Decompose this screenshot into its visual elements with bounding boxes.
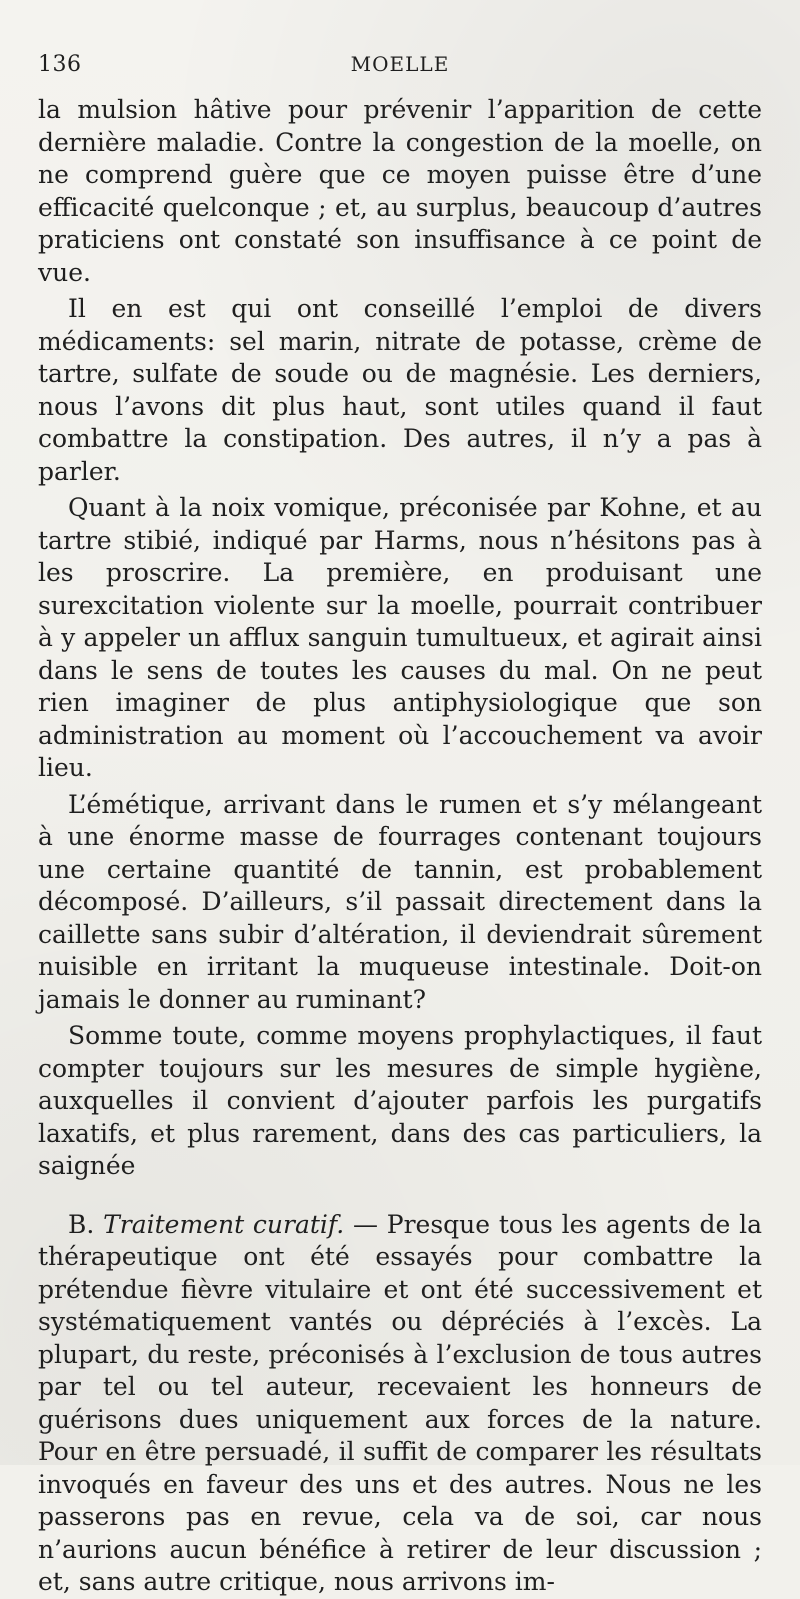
page-number: 136	[38, 52, 82, 77]
paragraph-noix-vomique: Quant à la noix vomique, préconisée par Kohne, et au tartre stibié, indiqué par Harms, nous n’hésitons pas à les proscrire. La première, en produisant une surexcitation violente sur la moelle, pourrait contribuer à y appeler un afflux sanguin tumultueux, et agirait ainsi dans le sens de toutes les causes du mal. On ne peut rien imaginer de plus antiphysiologique que son administration au moment où l’accouchement va avoir lieu.	[38, 493, 762, 782]
section-title: Traitement curatif.	[103, 1209, 345, 1239]
section-text: — Presque tous les agents de la thérapeutique ont été essayés pour combattre la prétendue fièvre vitulaire et ont été successivement et systématiquement vantés ou dépréciés à l’excès. La plupart, du reste, préconisés à l’exclusion de tous autres par tel ou tel auteur, recevaient les honneurs de guérisons dues uniquement aux forces de la nature. Pour en être persuadé, il suffit de comparer les résultats invoqués en faveur des uns et des autres. Nous ne les passerons pas en revue, cela va de soi, car nous n’aurions aucun bénéfice à retirer de leur discussion ; et, sans autre critique, nous arrivons im-	[38, 1209, 762, 1596]
section-traitement-curatif	[38, 1209, 762, 1599]
running-title: MOELLE	[350, 52, 450, 76]
paragraph-prophylaxie: Somme toute, comme moyens prophylactiques, il faut compter toujours sur les mesures de simple hygiène, auxquelles il convient d’ajouter parfois les purgatifs laxatifs, et plus rarement, dans des cas particuliers, la saignée	[38, 1021, 762, 1180]
paragraph-continuation: la mulsion hâtive pour prévenir l’apparition de cette dernière maladie. Contre la congestion de la moelle, on ne comprend guère que ce moyen puisse être d’une efficacité quelconque ; et, au surplus, beaucoup d’autres praticiens ont constaté son insuffisance à ce point de vue.	[38, 95, 762, 287]
paragraph-emetique: L’émétique, arrivant dans le rumen et s’y mélangeant à une énorme masse de fourrages contenant toujours une certaine quantité de tannin, est probablement décomposé. D’ailleurs, s’il passait directement dans la caillette sans subir d’altération, il deviendrait sûrement nuisible en irritant la muqueuse intestinale. Doit-on jamais le donner au ruminant?	[38, 789, 762, 1014]
page-header	[38, 52, 762, 82]
body-text	[38, 94, 762, 1599]
section-spacer	[38, 1183, 762, 1209]
section-letter: B.	[68, 1209, 95, 1239]
paragraph-medicaments: Il en est qui ont conseillé l’emploi de divers médicaments: sel marin, nitrate de potasse, crème de tartre, sulfate de soude ou de magnésie. Les derniers, nous l’avons dit plus haut, sont utiles quand il faut combattre la constipation. Des autres, il n’y a pas à parler.	[38, 294, 762, 486]
